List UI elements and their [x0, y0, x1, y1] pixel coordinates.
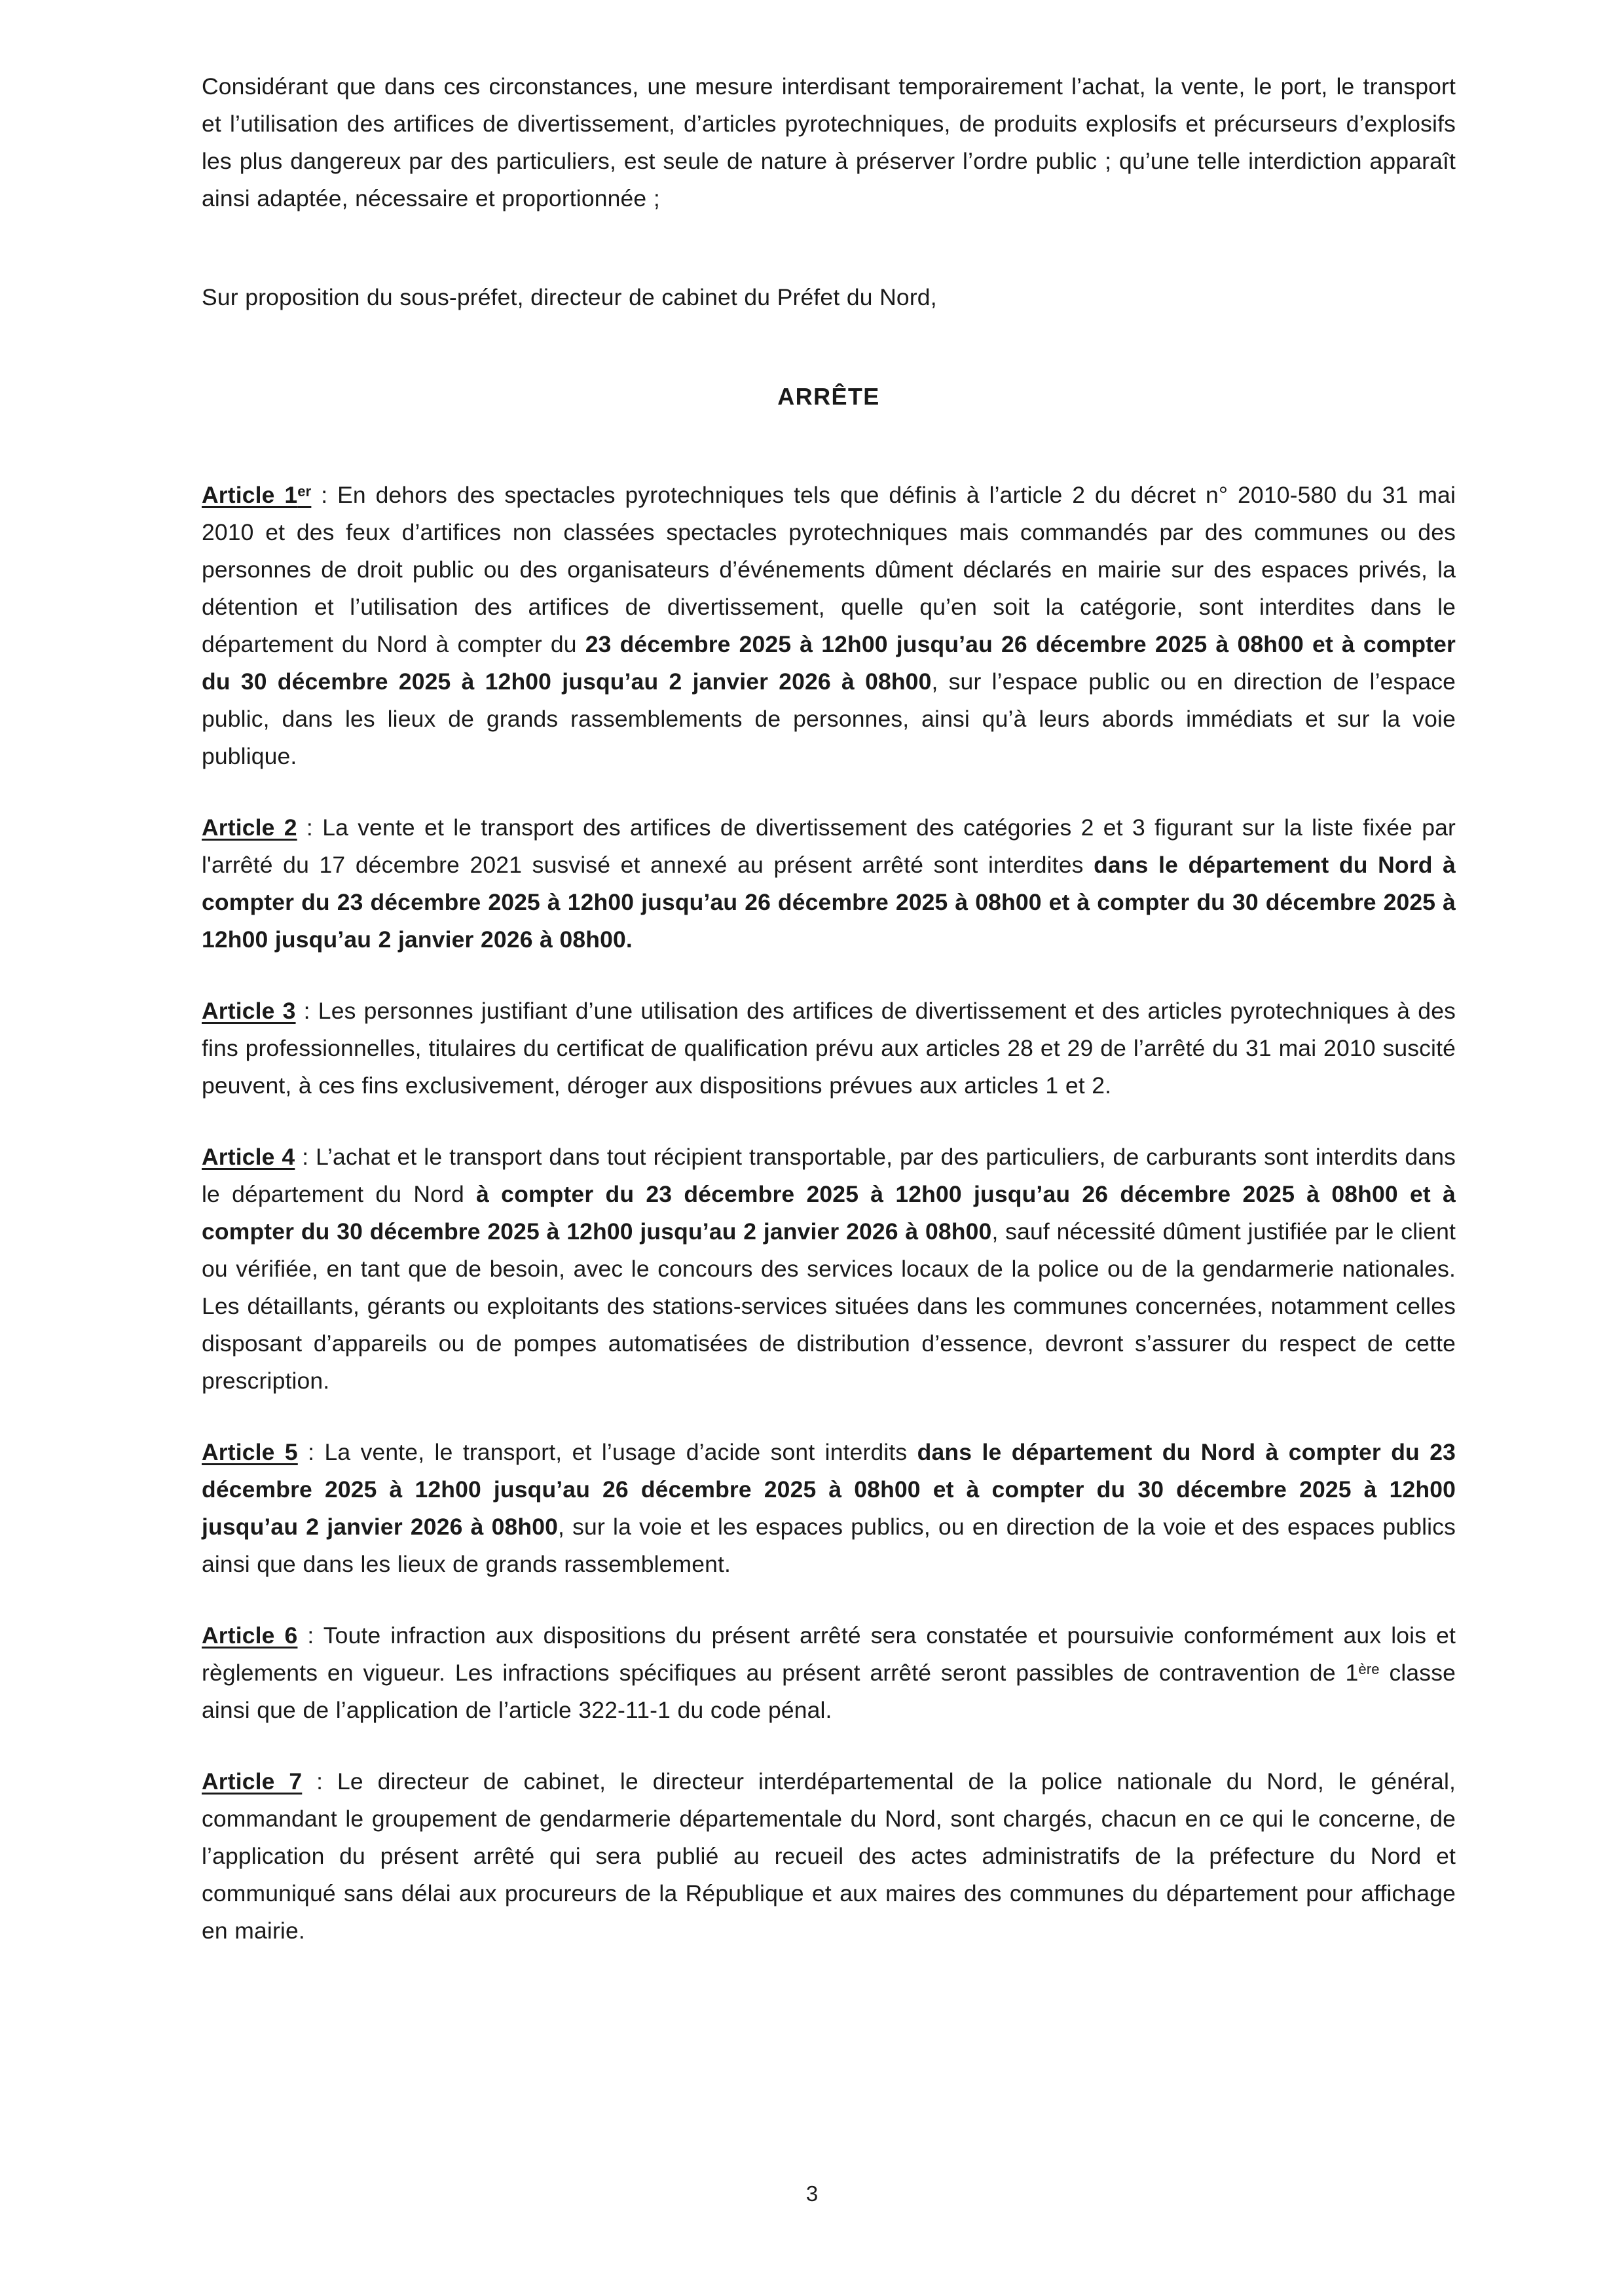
article-3-label: Article 3: [202, 998, 296, 1024]
article-7: Article 7 : Le directeur de cabinet, le directeur interdépartemental de la police nationale du Nord, le général, commandant le groupement de gendarmerie départementale du Nord, sont chargés, chacun en ce qui le concerne, de l’application du présent arrêté qui sera publié au recueil des actes administratifs de la préfecture du Nord et communiqué sans délai aux procureurs de la République et aux maires des communes du département pour affichage en mairie.: [202, 1768, 1456, 1944]
article-6-ordinal-sup: ère: [1358, 1661, 1380, 1678]
article-1-label-sup: er: [297, 483, 312, 500]
article-4-label: Article 4: [202, 1144, 295, 1170]
article-5-label: Article 5: [202, 1439, 298, 1465]
article-gap: [202, 958, 1456, 993]
article-1-label: Article 1er: [202, 482, 312, 508]
article-2: Article 2 : La vente et le transport des artifices de divertissement des catégories 2 et 3 figurant sur la liste fixée par l'arrêté du 17 décembre 2021 susvisé et annexé au présent arrêté sont interdites dans le département du Nord à compter du 23 décembre 2025 à 12h00 jusqu’au 26 décembre 2025 à 08h00 et à compter du 30 décembre 2025 à 12h00 jusqu’au 2 janvier 2026 à 08h00.: [202, 814, 1456, 953]
article-5: Article 5 : La vente, le transport, et l’usage d’acide sont interdits dans le département du Nord à compter du 23 décembre 2025 à 12h00 jusqu’au 26 décembre 2025 à 08h00 et à compter du 30 décembre 2025 à 12h00 jusqu’au 2 janvier 2026 à 08h00, sur la voie et les espaces publics, ou en direction de la voie et des espaces publics ainsi que dans les lieux de grands rassemblement.: [202, 1439, 1456, 1577]
paragraph-proposition: Sur proposition du sous-préfet, directeur de cabinet du Préfet du Nord,: [202, 284, 937, 310]
article-7-label: Article 7: [202, 1768, 303, 1795]
decision-heading: ARRÊTE: [777, 383, 880, 410]
article-6-label: Article 6: [202, 1622, 298, 1649]
article-gap: [202, 775, 1456, 809]
article-6: Article 6 : Toute infraction aux dispositions du présent arrêté sera constatée et poursuivie conformément aux lois et règlements en vigueur. Les infractions spécifiques au présent arrêté seront passibles de contravention de 1ère classe ainsi que de l’application de l’article 322-11-1 du code pénal.: [202, 1622, 1456, 1723]
article-5-emphasis: dans le département du Nord à compter du 23 décembre 2025 à 12h00 jusqu’au 26 décembre 2025 à 08h00 et à compter du 30 décembre 2025 à 12h00 jusqu’au 2 janvier 2026 à 08h00: [202, 1439, 1456, 1540]
spacer-after-considerant: [202, 217, 1456, 279]
article-gap: [202, 1400, 1456, 1434]
article-gap: [202, 1583, 1456, 1617]
article-4: Article 4 : L’achat et le transport dans tout récipient transportable, par des particuliers, de carburants sont interdits dans le département du Nord à compter du 23 décembre 2025 à 12h00 jusqu’au 26 décembre 2025 à 08h00 et à compter du 30 décembre 2025 à 12h00 jusqu’au 2 janvier 2026 à 08h00, sauf nécessité dûment justifiée par le client ou vérifiée, en tant que de besoin, avec le concours des services locaux de la police ou de la gendarmerie nationales. Les détaillants, gérants ou exploitants des stations-services situées dans les communes concernées, notamment celles disposant d’appareils ou de pompes automatisées de distribution d’essence, devront s’assurer du respect de cette prescription.: [202, 1144, 1456, 1394]
page-number: 3: [805, 2181, 819, 2206]
page-content: [202, 0, 1456, 1950]
paragraph-considerant: Considérant que dans ces circonstances, une mesure interdisant temporairement l’achat, la vente, le port, le transport et l’utilisation des artifices de divertissement, d’articles pyrotechniques, de produits explosifs et précurseurs d’explosifs les plus dangereux par des particuliers, est seule de nature à préserver l’ordre public ; qu’une telle interdiction apparaît ainsi adaptée, nécessaire et proportionnée ;: [202, 73, 1456, 211]
top-spacer: [202, 0, 1456, 68]
spacer-before-arrete: [202, 316, 1456, 378]
article-2-emphasis: dans le département du Nord à compter du 23 décembre 2025 à 12h00 jusqu’au 26 décembre 2025 à 08h00 et à compter du 30 décembre 2025 à 12h00 jusqu’au 2 janvier 2026 à 08h00.: [202, 852, 1456, 953]
article-1-emphasis: 23 décembre 2025 à 12h00 jusqu’au 26 décembre 2025 à 08h00 et à compter du 30 décembre 2025 à 12h00 jusqu’au 2 janvier 2026 à 08h00: [202, 631, 1456, 695]
article-4-emphasis: à compter du 23 décembre 2025 à 12h00 jusqu’au 26 décembre 2025 à 08h00 et à compter du 30 décembre 2025 à 12h00 jusqu’au 2 janvier 2026 à 08h00: [202, 1181, 1456, 1245]
article-gap: [202, 1729, 1456, 1763]
spacer-after-arrete: [202, 415, 1456, 477]
article-2-label: Article 2: [202, 814, 297, 841]
articles-container: [202, 477, 1456, 1950]
article-gap: [202, 1104, 1456, 1139]
article-3: Article 3 : Les personnes justifiant d’une utilisation des artifices de divertissement et des articles pyrotechniques à des fins professionnelles, titulaires du certificat de qualification prévu aux articles 28 et 29 de l’arrêté du 31 mai 2010 suscité peuvent, à ces fins exclusivement, déroger aux dispositions prévues aux articles 1 et 2.: [202, 998, 1456, 1099]
article-1: Article 1er : En dehors des spectacles pyrotechniques tels que définis à l’article 2 du décret n° 2010-580 du 31 mai 2010 et des feux d’artifices non classées spectacles pyrotechniques mais commandés par des communes ou des personnes de droit public ou des organisateurs d’événements dûment déclarés en mairie sur des espaces privés, la détention et l’utilisation des artifices de divertissement, quelle qu’en soit la catégorie, sont interdites dans le département du Nord à compter du 23 décembre 2025 à 12h00 jusqu’au 26 décembre 2025 à 08h00 et à compter du 30 décembre 2025 à 12h00 jusqu’au 2 janvier 2026 à 08h00, sur l’espace public ou en direction de l’espace public, dans les lieux de grands rassemblements de personnes, ainsi qu’à leurs abords immédiats et sur la voie publique.: [202, 482, 1456, 769]
